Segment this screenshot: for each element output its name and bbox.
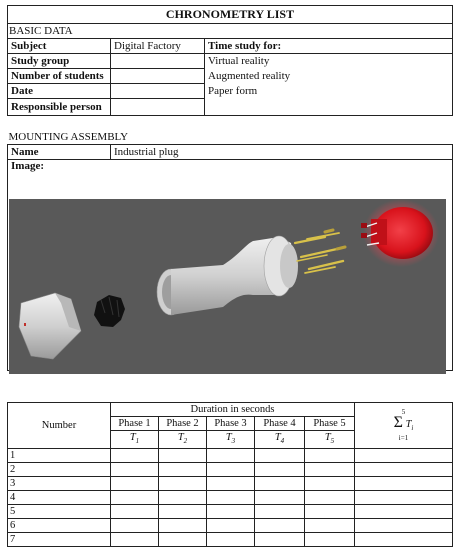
responsible-label: Responsible person (8, 99, 111, 116)
image-label: Image: (11, 160, 44, 172)
phase-duration-cell[interactable] (255, 463, 305, 477)
spacer (8, 116, 453, 131)
name-label: Name (8, 145, 111, 160)
phase-duration-cell[interactable] (207, 533, 255, 547)
t-symbol: T (225, 432, 232, 443)
sum-cell[interactable] (355, 463, 453, 477)
phase-duration-cell[interactable] (159, 477, 207, 491)
phase-duration-cell[interactable] (159, 505, 207, 519)
phase-duration-cell[interactable] (111, 505, 159, 519)
time-study-blank (205, 99, 453, 116)
t-label (207, 431, 255, 449)
row-number: 4 (8, 491, 111, 505)
row-number: 5 (8, 505, 111, 519)
sum-cell[interactable] (355, 519, 453, 533)
phase-duration-cell[interactable] (159, 491, 207, 505)
phase-duration-cell[interactable] (111, 533, 159, 547)
table-row (8, 491, 453, 505)
t-subscript: 2 (183, 437, 188, 446)
row-number: 3 (8, 477, 111, 491)
sum-cell[interactable] (355, 491, 453, 505)
sum-cell[interactable] (355, 533, 453, 547)
t-subscript: 3 (231, 437, 236, 446)
sum-cell[interactable] (355, 505, 453, 519)
basic-data-heading: BASIC DATA (8, 24, 453, 39)
responsible-field[interactable] (111, 99, 205, 116)
date-label: Date (8, 84, 111, 99)
table-row (8, 463, 453, 477)
mounting-heading: MOUNTING ASSEMBLY (8, 130, 453, 145)
sigma-icon: Σ (393, 414, 403, 431)
t-label (305, 431, 355, 449)
phase-header: Phase 1 (111, 417, 159, 431)
phase-duration-cell[interactable] (111, 463, 159, 477)
page-title: CHRONOMETRY LIST (8, 6, 453, 24)
sum-column-header (355, 403, 453, 449)
students-field[interactable] (111, 69, 205, 84)
row-number: 6 (8, 519, 111, 533)
phase-header: Phase 2 (159, 417, 207, 431)
phase-duration-cell[interactable] (207, 505, 255, 519)
industrial-plug-exploded-image (9, 199, 446, 374)
phase-duration-cell[interactable] (111, 519, 159, 533)
phase-duration-cell[interactable] (255, 477, 305, 491)
name-value[interactable]: Industrial plug (111, 145, 453, 160)
phase-duration-cell[interactable] (255, 491, 305, 505)
t-symbol: T (177, 432, 184, 443)
t-label (111, 431, 159, 449)
sum-cell[interactable] (355, 449, 453, 463)
t-symbol: T (129, 432, 136, 443)
option-augmented-reality[interactable] (205, 69, 453, 84)
table-row (8, 505, 453, 519)
study-group-field[interactable] (111, 54, 205, 69)
t-subscript: 4 (280, 437, 285, 446)
date-field[interactable] (111, 84, 205, 99)
phase-duration-cell[interactable] (207, 463, 255, 477)
phase-duration-cell[interactable] (255, 533, 305, 547)
phase-duration-cell[interactable] (255, 449, 305, 463)
time-study-heading: Time study for: (205, 39, 453, 54)
table-row (8, 519, 453, 533)
phase-duration-cell[interactable] (255, 505, 305, 519)
sum-lower-limit: i=1 (398, 434, 409, 443)
number-header: Number (8, 403, 111, 449)
t-label (159, 431, 207, 449)
phase-duration-cell[interactable] (305, 519, 355, 533)
option-virtual-reality[interactable] (205, 54, 453, 69)
phase-header: Phase 5 (305, 417, 355, 431)
study-group-label: Study group (8, 54, 111, 69)
option-label: Virtual reality (208, 54, 270, 67)
phase-duration-cell[interactable] (207, 491, 255, 505)
phase-duration-cell[interactable] (305, 449, 355, 463)
phase-duration-cell[interactable] (159, 463, 207, 477)
subject-value[interactable]: Digital Factory (111, 39, 205, 54)
t-subscript: 5 (330, 437, 335, 446)
phase-duration-cell[interactable] (159, 533, 207, 547)
phase-duration-cell[interactable] (305, 505, 355, 519)
table-row (8, 533, 453, 547)
phase-duration-cell[interactable] (111, 491, 159, 505)
phase-duration-cell[interactable] (255, 519, 305, 533)
sum-upper-limit: 5 (401, 408, 406, 416)
sum-cell[interactable] (355, 477, 453, 491)
phase-duration-cell[interactable] (159, 519, 207, 533)
sum-index: i (411, 424, 414, 433)
option-label: Augmented reality (208, 69, 291, 82)
phase-duration-cell[interactable] (111, 477, 159, 491)
option-paper-form[interactable] (205, 84, 453, 99)
phase-duration-cell[interactable] (207, 519, 255, 533)
row-number: 1 (8, 449, 111, 463)
subject-label: Subject (8, 39, 111, 54)
option-label: Paper form (208, 84, 258, 97)
students-label: Number of students (8, 69, 111, 84)
duration-rows (8, 449, 453, 547)
phase-duration-cell[interactable] (305, 533, 355, 547)
duration-header: Duration in seconds (111, 403, 355, 417)
row-number: 7 (8, 533, 111, 547)
phase-header: Phase 3 (207, 417, 255, 431)
phase-duration-cell[interactable] (305, 477, 355, 491)
phase-duration-cell[interactable] (305, 491, 355, 505)
t-subscript: 1 (135, 437, 140, 446)
phase-duration-cell[interactable] (207, 449, 255, 463)
t-symbol: T (274, 432, 281, 443)
t-label (255, 431, 305, 449)
table-row (8, 449, 453, 463)
phase-header: Phase 4 (255, 417, 305, 431)
phase-duration-cell[interactable] (207, 477, 255, 491)
t-symbol: T (324, 432, 331, 443)
row-number: 2 (8, 463, 111, 477)
table-row (8, 477, 453, 491)
sum-variable: T (405, 419, 412, 430)
phase-duration-cell[interactable] (305, 463, 355, 477)
phase-duration-cell[interactable] (111, 449, 159, 463)
duration-table (7, 402, 453, 547)
phase-duration-cell[interactable] (159, 449, 207, 463)
